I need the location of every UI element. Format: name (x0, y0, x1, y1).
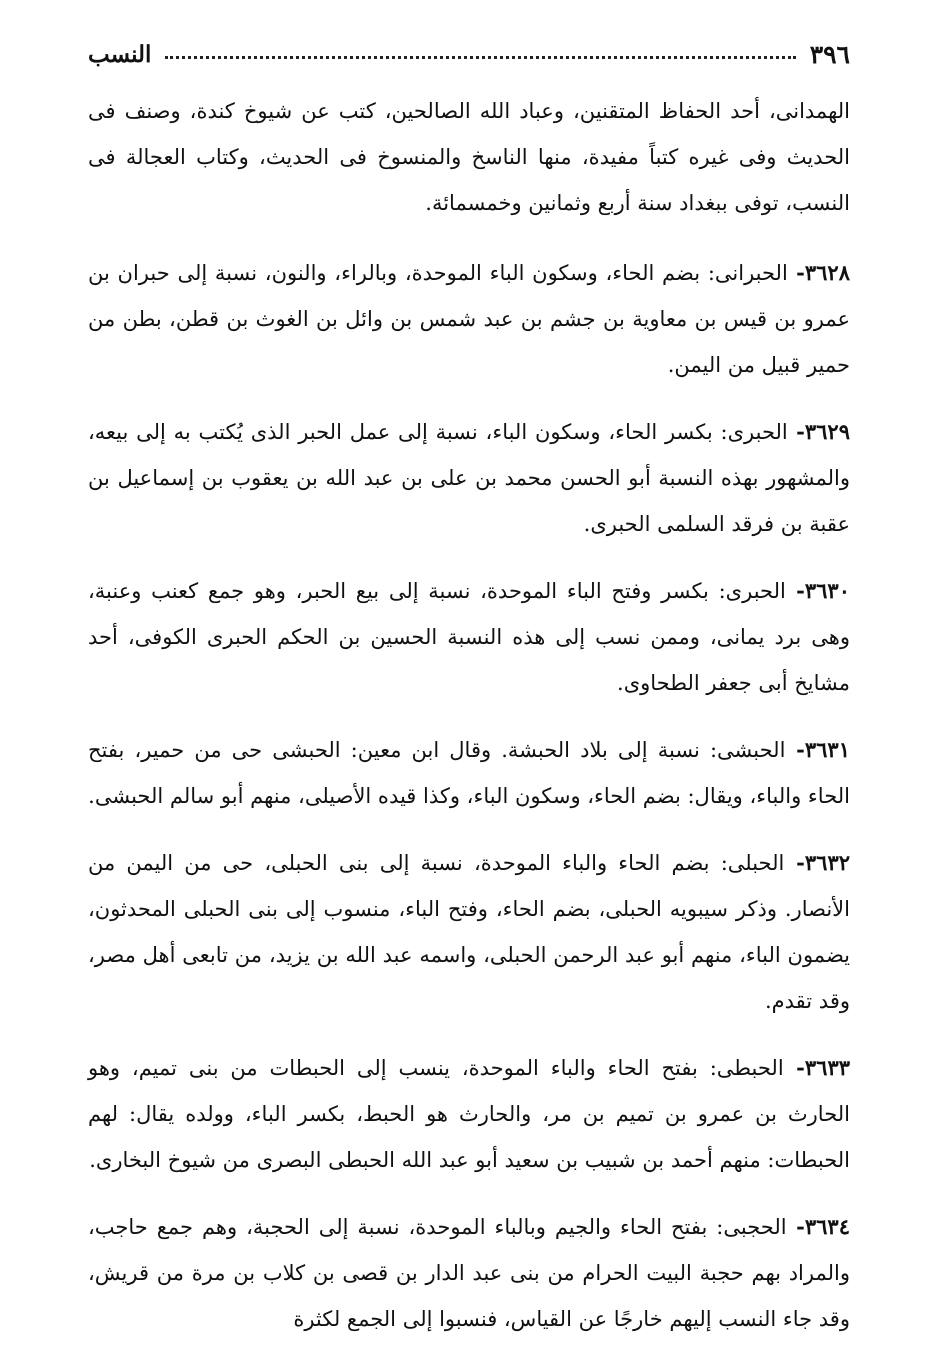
page-number: ٣٩٦ (809, 39, 850, 69)
entry-dash: - (785, 737, 805, 762)
entry-3629 (88, 409, 850, 547)
entry-3631 (88, 727, 850, 819)
entry-dash: - (785, 578, 805, 603)
entry-3633 (88, 1045, 850, 1183)
entry-dash: - (787, 419, 805, 444)
entry-3634 (88, 1204, 850, 1342)
entry-number: ٣٦٢٨ (804, 260, 850, 285)
entry-number: ٣٦٣٤ (804, 1214, 850, 1239)
entry-3632 (88, 840, 850, 1024)
page-header (88, 34, 850, 74)
entry-text: الحبرانى: بضم الحاء، وسكون الباء الموحدة، وبالراء، والنون، نسبة إلى حبران بن عمرو بن قيس بن معاوية بن جشم بن عبد شمس بن وائل بن الغوث بن قطن، بطن من حمير قبيل من اليمن. (88, 261, 850, 377)
entry-text: الحبرى: بكسر الحاء، وسكون الباء، نسبة إلى عمل الحبر الذى يُكتب به إلى بيعه، والمشهور بهذه النسبة أبو الحسن محمد بن على بن عبد الله بن يعقوب بن إسماعيل بن عقبة بن فرقد السلمى الحبرى. (88, 420, 850, 536)
entry-number: ٣٦٣٢ (804, 850, 851, 875)
entry-3630 (88, 568, 850, 706)
entry-text: الحجبى: بفتح الحاء والجيم وبالباء الموحدة، نسبة إلى الحجبة، وهم جمع حاجب، والمراد بهم حجبة البيت الحرام من بنى عبد الدار بن قصى بن كلاب بن مرة من قريش، وقد جاء النسب إليهم خارجًا عن القياس، فنسبوا إلى الجمع لكثرة (88, 1215, 850, 1331)
entry-text: الحبلى: بضم الحاء والباء الموحدة، نسبة إلى بنى الحبلى، حى من اليمن من الأنصار. وذكر سيبويه الحبلى، بضم الحاء، وفتح الباء، منسوب إلى بنى الحبلى المحدثون، يضمون الباء، منهم أبو عبد الرحمن الحبلى، واسمه عبد الله بن يزيد، من تابعى أهل مصر، وقد تقدم. (88, 851, 850, 1013)
entry-number: ٣٦٣١ (804, 737, 850, 762)
entry-dash: - (786, 1214, 805, 1239)
running-title: النسب (88, 40, 152, 68)
entry-dash: - (787, 260, 805, 285)
entry-number: ٣٦٢٩ (804, 419, 850, 444)
header-dotted-leader (165, 56, 795, 59)
entry-number: ٣٦٣٠ (804, 578, 850, 603)
page-body (88, 88, 850, 1363)
entry-text: الحبطى: بفتح الحاء والباء الموحدة، ينسب إلى الحبطات من بنى تميم، وهو الحارث بن عمرو بن تميم بن مر، والحارث هو الحبط، بكسر الباء، وولده يقال: لهم الحبطات: منهم أحمد بن شبيب بن سعيد أبو عبد الله الحبطى البصرى من شيوخ البخارى. (88, 1056, 850, 1172)
entry-text: الحبشى: نسبة إلى بلاد الحبشة. وقال ابن معين: الحبشى حى من حمير، بفتح الحاء والباء، ويقال: بضم الحاء، وسكون الباء، وكذا قيده الأصيلى، منهم أبو سالم الحبشى. (88, 738, 850, 808)
entry-text: الحبرى: بكسر وفتح الباء الموحدة، نسبة إلى بيع الحبر، وهو جمع كعنب وعنبة، وهى برد يمانى، وممن نسب إلى هذه النسبة الحسين بن الحكم الحبرى الكوفى، أحد مشايخ أبى جعفر الطحاوى. (88, 579, 851, 695)
entry-3628 (88, 250, 850, 388)
entry-dash: - (783, 1055, 805, 1080)
entry-number: ٣٦٣٣ (804, 1055, 851, 1080)
entry-dash: - (784, 850, 805, 875)
continuation-paragraph: الهمدانى، أحد الحفاظ المتقنين، وعباد الله الصالحين، كتب عن شيوخ كندة، وصنف فى الحديث وفى غيره كتباً مفيدة، منها الناسخ والمنسوخ فى الحديث، وكتاب العجالة فى النسب، توفى ببغداد سنة أربع وثمانين وخمسمائة. (88, 99, 850, 215)
